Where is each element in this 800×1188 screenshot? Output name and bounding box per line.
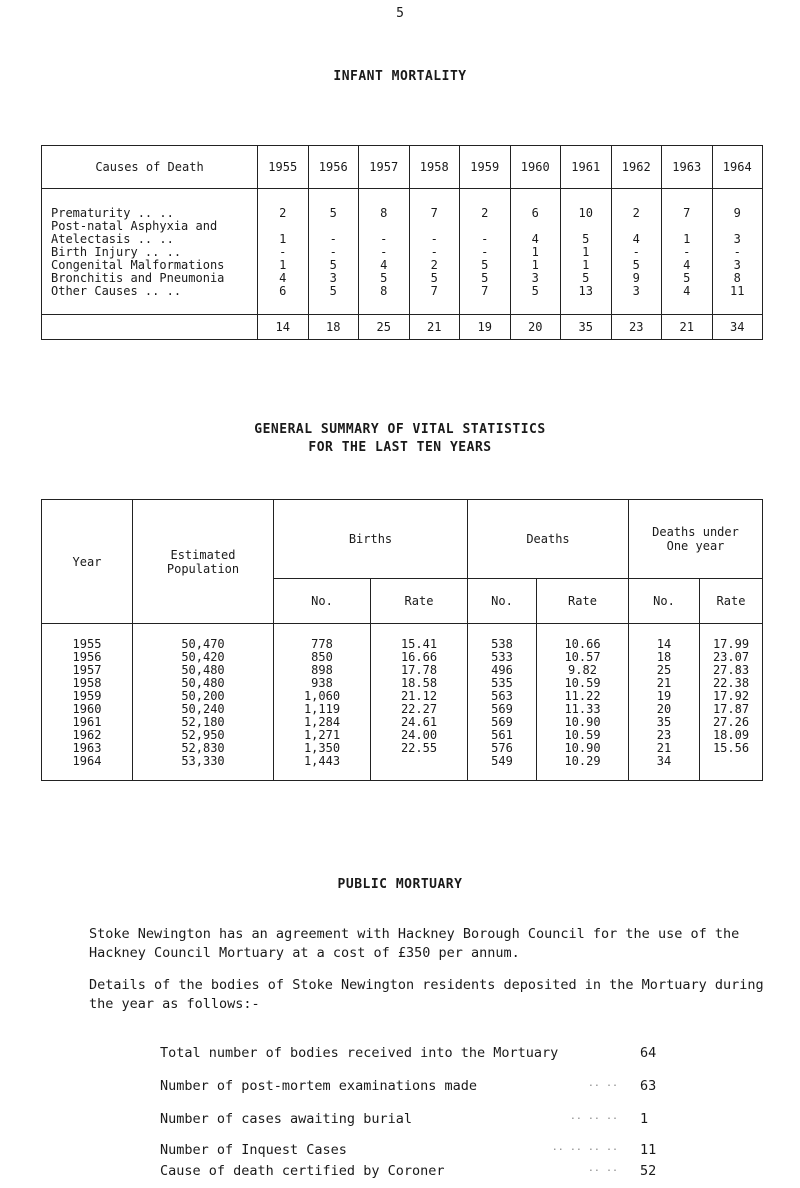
count-cell: 2 xyxy=(258,189,309,221)
mortuary-para1-text: Stoke Newington has an agreement with Hackney Borough Council for the use of the Hackney Council Mortuary at a cost of £350 per annum. xyxy=(89,926,740,961)
count-cell: 6 xyxy=(510,189,561,221)
count-cell: 1 xyxy=(561,259,612,272)
vital-pop-cell: 50,470 xyxy=(133,624,274,652)
vital-d-no-cell: 538 xyxy=(468,624,537,652)
vital-i-rate-cell: 17.99 xyxy=(700,624,763,652)
vital-d-no-cell: 569 xyxy=(468,716,537,729)
count-cell: 1 xyxy=(561,246,612,259)
vital-d-no-cell: 549 xyxy=(468,755,537,781)
vital-d-rate-cell: 10.90 xyxy=(537,742,629,755)
vital-i-no-cell: 14 xyxy=(629,624,700,652)
vital-d-rate-cell: 10.57 xyxy=(537,651,629,664)
vital-b-no-cell: 778 xyxy=(274,624,371,652)
vital-i-rate-cell: 17.87 xyxy=(700,703,763,716)
infant-deaths-column-header xyxy=(629,500,763,579)
infant-table-body xyxy=(42,189,763,315)
count-cell: 5 xyxy=(308,285,359,315)
infant-table-header-row xyxy=(42,146,763,189)
vital-d-no-cell: 576 xyxy=(468,742,537,755)
vital-year-cell: 1956 xyxy=(42,651,133,664)
mortuary-stat-row xyxy=(160,1163,680,1183)
births-no-header: No. xyxy=(274,579,371,624)
count-cell: - xyxy=(409,246,460,259)
population-header-text: Estimated Population xyxy=(166,547,240,576)
count-cell: 11 xyxy=(712,285,763,315)
count-cell: 1 xyxy=(662,233,713,246)
vital-pop-cell: 53,330 xyxy=(133,755,274,781)
count-cell: 3 xyxy=(510,272,561,285)
vital-b-rate-cell: 21.12 xyxy=(371,690,468,703)
vital-b-no-cell: 850 xyxy=(274,651,371,664)
vital-year-cell: 1960 xyxy=(42,703,133,716)
vital-b-rate-cell xyxy=(371,755,468,781)
vital-b-rate-cell: 24.61 xyxy=(371,716,468,729)
count-cell: 5 xyxy=(359,272,410,285)
count-cell: - xyxy=(712,246,763,259)
vital-i-no-cell: 21 xyxy=(629,677,700,690)
vital-b-no-cell: 1,284 xyxy=(274,716,371,729)
total-cell: 21 xyxy=(409,315,460,340)
vital-year-cell: 1961 xyxy=(42,716,133,729)
count-cell: 4 xyxy=(359,259,410,272)
total-cell: 25 xyxy=(359,315,410,340)
count-cell: 2 xyxy=(409,259,460,272)
vital-i-no-cell: 23 xyxy=(629,729,700,742)
vital-d-no-cell: 496 xyxy=(468,664,537,677)
vital-b-no-cell: 1,119 xyxy=(274,703,371,716)
total-cell: 35 xyxy=(561,315,612,340)
cause-cell: Other Causes .. .. xyxy=(42,285,258,315)
mortuary-stat-row xyxy=(160,1045,680,1065)
vital-d-rate-cell: 11.22 xyxy=(537,690,629,703)
vital-year-cell: 1959 xyxy=(42,690,133,703)
cause-column-header: Causes of Death xyxy=(42,146,258,189)
mortuary-stat-row xyxy=(160,1078,680,1098)
count-cell: 4 xyxy=(662,259,713,272)
leader-dots: .. .. .. xyxy=(569,1111,618,1122)
count-cell: 4 xyxy=(510,233,561,246)
stat-label: Number of Inquest Cases xyxy=(160,1142,347,1158)
total-cell: 19 xyxy=(460,315,511,340)
vital-d-rate-cell: 10.29 xyxy=(537,755,629,781)
table-row xyxy=(42,624,763,652)
count-cell: 5 xyxy=(460,259,511,272)
count-cell: 5 xyxy=(561,272,612,285)
stat-label: Total number of bodies received into the Mortuary xyxy=(160,1045,559,1061)
vital-year-cell: 1958 xyxy=(42,677,133,690)
vital-d-rate-cell: 9.82 xyxy=(537,664,629,677)
vital-i-no-cell: 35 xyxy=(629,716,700,729)
cause-cell: Atelectasis .. .. xyxy=(42,233,258,246)
leader-dots: .. .. xyxy=(587,1163,618,1174)
vital-d-no-cell: 533 xyxy=(468,651,537,664)
year-column-header: 1961 xyxy=(561,146,612,189)
mortuary-para2-text: Details of the bodies of Stoke Newington residents deposited in the Mortuary during the year as follows:- xyxy=(89,977,764,1012)
vital-b-no-cell: 1,060 xyxy=(274,690,371,703)
infant-mortality-title: INFANT MORTALITY xyxy=(333,69,467,84)
year-column-header: 1959 xyxy=(460,146,511,189)
births-column-header: Births xyxy=(274,500,468,579)
table-row xyxy=(42,755,763,781)
table-row xyxy=(42,285,763,315)
count-cell: 8 xyxy=(359,285,410,315)
count-cell: 7 xyxy=(409,189,460,221)
vital-i-rate-cell: 22.38 xyxy=(700,677,763,690)
vital-i-no-cell: 18 xyxy=(629,651,700,664)
stat-value: 1 xyxy=(640,1111,649,1127)
year-column-header: 1957 xyxy=(359,146,410,189)
vital-b-rate-cell: 22.55 xyxy=(371,742,468,755)
mortuary-stat-row xyxy=(160,1111,680,1131)
vital-table-body xyxy=(42,624,763,781)
vital-year-cell: 1957 xyxy=(42,664,133,677)
mortuary-stat-row xyxy=(160,1142,680,1162)
vital-i-rate-cell: 17.92 xyxy=(700,690,763,703)
count-cell: - xyxy=(308,246,359,259)
vital-i-rate-cell: 18.09 xyxy=(700,729,763,742)
vital-pop-cell: 50,480 xyxy=(133,677,274,690)
count-cell: 3 xyxy=(308,272,359,285)
vital-year-cell: 1962 xyxy=(42,729,133,742)
mortuary-details-paragraph xyxy=(89,976,765,1014)
vital-d-no-cell: 561 xyxy=(468,729,537,742)
count-cell: 2 xyxy=(611,189,662,221)
vital-year-cell: 1955 xyxy=(42,624,133,652)
deaths-no-header: No. xyxy=(468,579,537,624)
cause-cell: Post-natal Asphyxia and xyxy=(42,220,258,233)
vital-b-rate-cell: 17.78 xyxy=(371,664,468,677)
vital-b-rate-cell: 18.58 xyxy=(371,677,468,690)
vital-pop-cell: 52,180 xyxy=(133,716,274,729)
vital-d-no-cell: 569 xyxy=(468,703,537,716)
count-cell: 10 xyxy=(561,189,612,221)
vital-d-rate-cell: 10.66 xyxy=(537,624,629,652)
count-cell: 5 xyxy=(308,259,359,272)
infant-deaths-header-text: Deaths under One year xyxy=(652,525,739,553)
count-cell: 3 xyxy=(712,259,763,272)
cause-cell: Bronchitis and Pneumonia xyxy=(42,272,258,285)
stat-label: Number of post-mortem examinations made xyxy=(160,1078,477,1094)
vital-pop-cell: 50,240 xyxy=(133,703,274,716)
vital-statistics-title-line1: GENERAL SUMMARY OF VITAL STATISTICS xyxy=(254,422,546,437)
public-mortuary-title: PUBLIC MORTUARY xyxy=(337,877,463,892)
vital-b-no-cell: 898 xyxy=(274,664,371,677)
mortuary-agreement-paragraph xyxy=(89,925,765,963)
vital-d-rate-cell: 11.33 xyxy=(537,703,629,716)
vital-pop-cell: 52,950 xyxy=(133,729,274,742)
total-cell: 14 xyxy=(258,315,309,340)
count-cell: 1 xyxy=(510,246,561,259)
vital-b-no-cell: 1,350 xyxy=(274,742,371,755)
vital-i-no-cell: 34 xyxy=(629,755,700,781)
count-cell: - xyxy=(611,246,662,259)
vital-b-rate-cell: 24.00 xyxy=(371,729,468,742)
count-cell: 1 xyxy=(258,259,309,272)
cause-cell: Prematurity .. .. xyxy=(42,189,258,221)
total-cell: 20 xyxy=(510,315,561,340)
total-cell: 23 xyxy=(611,315,662,340)
count-cell: - xyxy=(308,233,359,246)
count-cell: 5 xyxy=(662,272,713,285)
vital-d-no-cell: 535 xyxy=(468,677,537,690)
total-cell: 34 xyxy=(712,315,763,340)
count-cell: 6 xyxy=(258,285,309,315)
vital-statistics-title-line2: FOR THE LAST TEN YEARS xyxy=(308,440,492,455)
infant-no-header: No. xyxy=(629,579,700,624)
count-cell: 7 xyxy=(662,189,713,221)
vital-pop-cell: 52,830 xyxy=(133,742,274,755)
count-cell: 5 xyxy=(409,272,460,285)
vital-b-no-cell: 1,271 xyxy=(274,729,371,742)
count-cell: - xyxy=(359,246,410,259)
vital-pop-cell: 50,200 xyxy=(133,690,274,703)
total-cell: 21 xyxy=(662,315,713,340)
count-cell: 3 xyxy=(611,285,662,315)
vital-header-row-1 xyxy=(42,500,763,579)
count-cell: 8 xyxy=(712,272,763,285)
count-cell: 4 xyxy=(258,272,309,285)
count-cell: 7 xyxy=(460,285,511,315)
leader-dots: .. .. xyxy=(587,1078,618,1089)
count-cell: 5 xyxy=(308,189,359,221)
vital-year-cell: 1963 xyxy=(42,742,133,755)
year-column-header: 1962 xyxy=(611,146,662,189)
vital-pop-cell: 50,480 xyxy=(133,664,274,677)
vital-statistics-table xyxy=(41,499,763,781)
stat-label: Number of cases awaiting burial xyxy=(160,1111,412,1127)
count-cell: 7 xyxy=(409,285,460,315)
count-cell: 5 xyxy=(510,285,561,315)
vital-b-rate-cell: 15.41 xyxy=(371,624,468,652)
count-cell: 4 xyxy=(611,233,662,246)
vital-i-rate-cell: 27.83 xyxy=(700,664,763,677)
count-cell: 13 xyxy=(561,285,612,315)
vital-i-no-cell: 20 xyxy=(629,703,700,716)
year-column-header: 1956 xyxy=(308,146,359,189)
vital-b-rate-cell: 22.27 xyxy=(371,703,468,716)
vital-i-rate-cell xyxy=(700,755,763,781)
vital-d-no-cell: 563 xyxy=(468,690,537,703)
vital-i-no-cell: 25 xyxy=(629,664,700,677)
year-column-header: 1964 xyxy=(712,146,763,189)
deaths-rate-header: Rate xyxy=(537,579,629,624)
stat-value: 52 xyxy=(640,1163,657,1179)
vital-i-rate-cell: 23.07 xyxy=(700,651,763,664)
year-column-header: 1955 xyxy=(258,146,309,189)
total-cell: 18 xyxy=(308,315,359,340)
count-cell: 9 xyxy=(611,272,662,285)
count-cell: - xyxy=(409,233,460,246)
births-rate-header: Rate xyxy=(371,579,468,624)
vital-b-no-cell: 938 xyxy=(274,677,371,690)
infant-rate-header: Rate xyxy=(700,579,763,624)
vital-i-rate-cell: 27.26 xyxy=(700,716,763,729)
year-column-header: 1963 xyxy=(662,146,713,189)
count-cell: 5 xyxy=(561,233,612,246)
infant-mortality-table xyxy=(41,145,763,340)
stat-label: Cause of death certified by Coroner xyxy=(160,1163,445,1179)
vital-b-no-cell: 1,443 xyxy=(274,755,371,781)
vital-i-no-cell: 21 xyxy=(629,742,700,755)
count-cell: 9 xyxy=(712,189,763,221)
count-cell: 1 xyxy=(510,259,561,272)
count-cell: - xyxy=(460,233,511,246)
stat-value: 11 xyxy=(640,1142,657,1158)
count-cell: - xyxy=(258,246,309,259)
count-cell: - xyxy=(460,246,511,259)
count-cell: - xyxy=(359,233,410,246)
cause-cell: Birth Injury .. .. xyxy=(42,246,258,259)
count-cell: 4 xyxy=(662,285,713,315)
stat-value: 63 xyxy=(640,1078,657,1094)
totals-label-cell xyxy=(42,315,258,340)
count-cell: 5 xyxy=(460,272,511,285)
count-cell: 1 xyxy=(258,233,309,246)
count-cell: 3 xyxy=(712,233,763,246)
table-row xyxy=(42,189,763,221)
vital-i-no-cell: 19 xyxy=(629,690,700,703)
year-column-header: 1960 xyxy=(510,146,561,189)
deaths-column-header: Deaths xyxy=(468,500,629,579)
vital-year-cell: 1964 xyxy=(42,755,133,781)
count-cell: 8 xyxy=(359,189,410,221)
vital-d-rate-cell: 10.90 xyxy=(537,716,629,729)
count-cell: 5 xyxy=(611,259,662,272)
year-column-header: Year xyxy=(42,500,133,624)
vital-pop-cell: 50,420 xyxy=(133,651,274,664)
cause-cell: Congenital Malformations xyxy=(42,259,258,272)
year-column-header: 1958 xyxy=(409,146,460,189)
vital-i-rate-cell: 15.56 xyxy=(700,742,763,755)
page-number: 5 xyxy=(396,6,404,21)
count-cell: - xyxy=(662,246,713,259)
vital-d-rate-cell: 10.59 xyxy=(537,677,629,690)
vital-d-rate-cell: 10.59 xyxy=(537,729,629,742)
population-column-header xyxy=(133,500,274,624)
table-row xyxy=(42,742,763,755)
stat-value: 64 xyxy=(640,1045,657,1061)
count-cell: 2 xyxy=(460,189,511,221)
infant-totals-row xyxy=(42,315,763,340)
vital-b-rate-cell: 16.66 xyxy=(371,651,468,664)
leader-dots: .. .. .. .. xyxy=(551,1142,618,1153)
